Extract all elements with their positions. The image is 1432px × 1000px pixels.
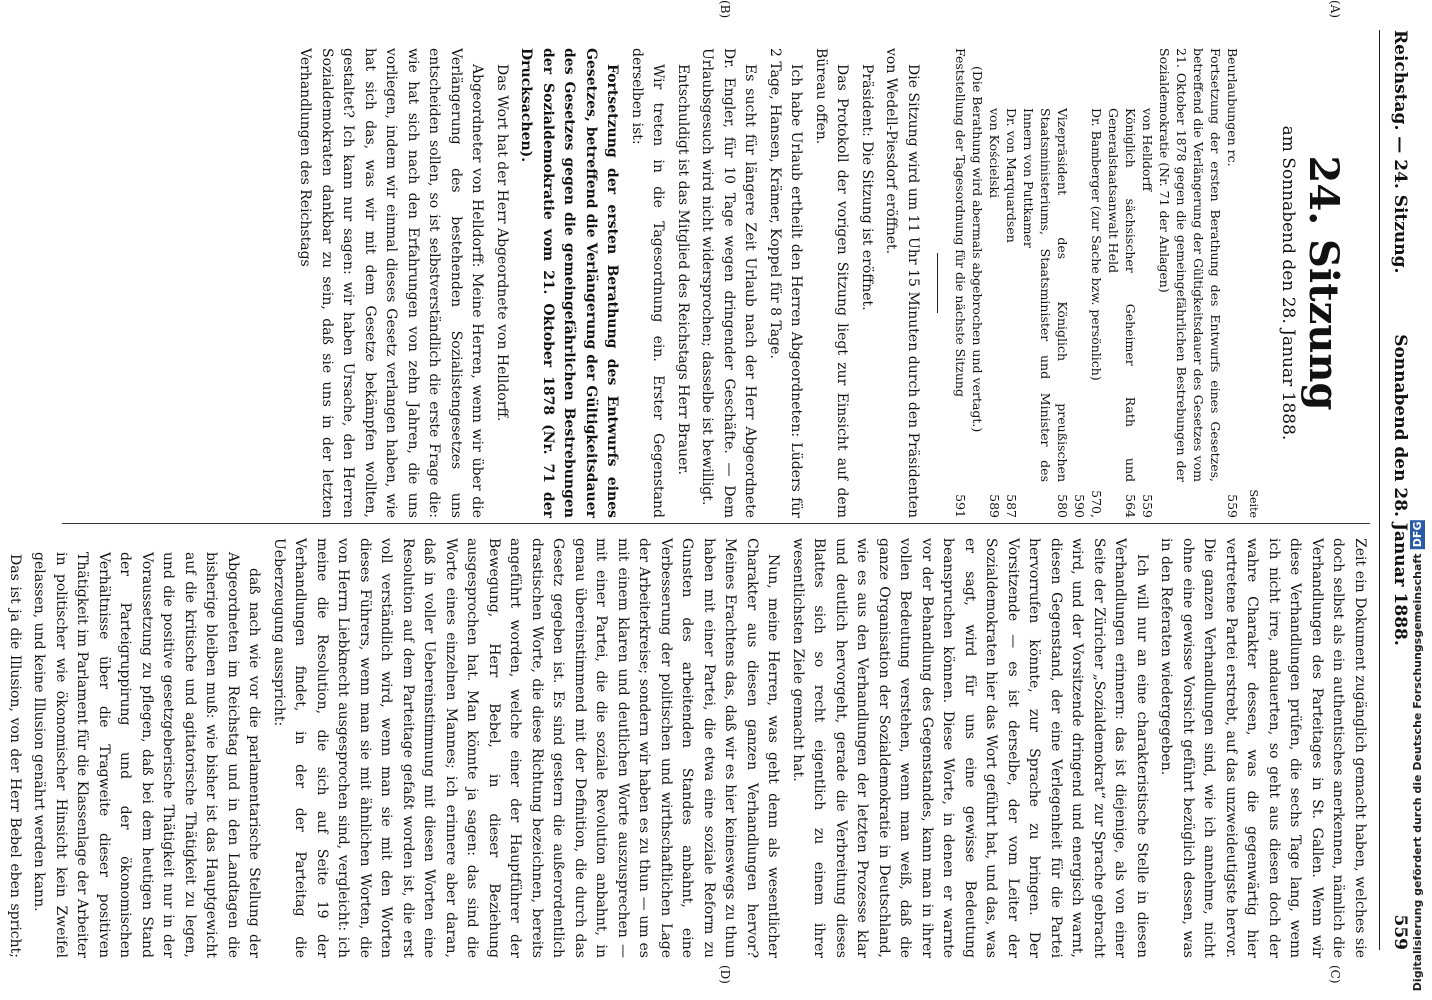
paragraph: Es sucht für längere Zeit Urlaub nach der Herr Abgeordnete Dr. Engler, für 10 Tage wegen dringender Geschäfte. — Dem Urlaubsgesuch wird nicht widersprochen; dasselbe ist bewilligt. xyxy=(699,48,759,518)
paragraph: Ich will nur an eine charakteristische Stelle in diesen Verhandlungen erinnern: das ist diejenige, als von einer Seite der Züricher „Sozialdemokrat“ zur Sprache gebracht wird, und der Vorsitzende dringend und energisch warnt, diesen Gegenstand, der eine Verlegenheit für die Partei hervorrufen könnte, zur Sprache zu bringen. Der Vorsitzende — es ist derselbe, der vom Leiter der Sozialdemokraten hier das Wort geführt hat, und das, was er sagt, wird für uns eine gewisse Bedeutung beanspruchen können. Diese Worte, in denen er warnte vor der Behandlung des Gegenstandes, kann man in ihrer vollen Bedeutung verstehen, wenn man weiß, daß die ganze Organisation der Sozialdemokratie in Deutschland, wie es aus den Verhandlungen der letzten Prozesse klar und deutlich hervorgeht, gerade die Verbreitung dieses Blattes sich so recht eigentlich zu einem ihrer wesentlichsten Ziele gemacht hat. xyxy=(790,538,1150,958)
toc-seite-label: Seite xyxy=(1247,489,1261,518)
paragraph: Entschuldigt ist das Mitglied des Reichstags Herr Brauer. xyxy=(675,64,691,475)
toc-row: Feststellung der Tagesordnung für die nächste Sitzung 591 xyxy=(953,48,968,518)
header-date: Sonnabend den 28. Januar 1888. xyxy=(1390,334,1410,646)
header-left: Reichstag. — 24. Sitzung. xyxy=(1390,30,1410,274)
toc-row: Königlich sächsischer Geheimer Rath und Generalstaatsanwalt Held 564 xyxy=(1106,108,1138,518)
dfg-notice-text: Digitalisierung gefördert durch die Deutsche Forschungsgemeinschaft xyxy=(1411,553,1424,992)
paragraph: Zeit ein Dokument zugänglich gemacht haben, welches sie doch selbst als ein authentisches anerkennen, nämlich die Verhandlungen des Parteitages in St. Gallen. Wenn wir diese Verhandlungen prüfen, die sechs Tage lang, wenn ich nicht irre, andauerten, so geht aus diesen doch der wahre Charakter dessen, was die gegenwärtig hier vertretene Partei erstrebt, auf das unzweideutigste hervor. Die ganzen Verhandlungen sind, wie ich annehme, nicht ohne eine gewisse Vorsicht geführt bezüglich dessen, was in den Referaten wiedergegeben. xyxy=(1158,538,1368,958)
toc-row: von Helldorff 559 xyxy=(1140,108,1155,518)
header-page-number: 559 xyxy=(1390,914,1410,950)
paragraph: Das ist ja die Illusion, von der Herr Bebel eben spricht; xyxy=(7,554,23,958)
paragraph: Ich habe Urlaub ertheilt den Herren Abgeordneten: Lüders für 2 Tage, Hansen, Krämer, Koppel für 8 Tage. xyxy=(767,48,805,518)
toc-row: Vizepräsident des Königlich preußischen Staatsministeriums, Staatsminister und Minister des Innern von Puttkamer 580 xyxy=(1021,108,1070,518)
paragraph: Das Wort hat der Herr Abgeordnete von Helldorff. xyxy=(494,64,510,422)
margin-letter-b: (B) xyxy=(718,0,732,19)
dfg-notice xyxy=(1411,520,1424,991)
page-header xyxy=(1379,30,1414,950)
session-subtitle: am Sonnabend den 28. Januar 1888. xyxy=(1278,125,1298,441)
paragraph: Die Sitzung wird um 11 Uhr 15 Minuten durch den Präsidenten von Wedell-Piesdorf eröffnet. xyxy=(883,48,921,518)
margin-letter-d: (D) xyxy=(718,965,732,984)
agenda-item: Fortsetzung der ersten Berathung des Entwurfs eines Gesetzes, betreffend die Verlängerung der Gültigkeitsdauer des Gesetzes gegen die gemeingefährlichen Bestrebungen der Sozialdemokratie vom 21. Oktober 1878 (Nr. 71 der Drucksachen). xyxy=(518,48,621,518)
toc-row: Dr. von Marquardsen 587 xyxy=(1004,108,1019,518)
paragraph: Nun, meine Herren, was geht denn als wesentlicher Charakter aus diesen ganzen Verhandlungen hervor? Meines Erachtens das, daß wir es hier keineswegs zu thun haben mit einer Partei, die etwa eine soziale Reform zu Gunsten des arbeitenden Standes anbahnt, eine Verbesserung der politischen und wirthschaftlichen Lage der Arbeiterkreise; sondern wir haben es zu thun — um es mit einem klaren und deutlichen Worte auszusprechen — mit einer Partei, die die soziale Revolution anbahnt, in genau übereinstimmend mit der Definition, die durch das Gesetz gegeben ist. Es sind gestern die außerordentlich drastischen Worte, die diese Richtung bezeichnen, bereits angeführt worden, welche einer der Hauptführer der Bewegung, Herr Bebel, in dieser Beziehung ausgesprochen hat. Man könnte ja sagen: das sind die Worte eines einzelnen Mannes; ich erinnere aber daran, daß in voller Uebereinstimmung mit diesen Worten eine Resolution auf dem Parteitage gefaßt worden ist, die erst voll verständlich wird, wenn man sie mit den Worten dieses Führers, wenn man sie mit ähnlichen Worten, die von Herrn Liebknecht ausgesprochen sind, vergleicht: ich meine die Resolution, die sich auf Seite 19 der Verhandlungen findet, in der der Parteitag die Ueberzeugung ausspricht: xyxy=(271,538,782,958)
paragraph: Das Protokoll der vorigen Sitzung liegt zur Einsicht auf dem Büreau offen. xyxy=(813,48,851,518)
right-column xyxy=(7,538,1370,958)
toc-row: Fortsetzung der ersten Berathung des Entwurfs eines Gesetzes, betreffend die Verlängerung der Gültigkeitsdauer des Gesetzes vom 21. Oktober 1878 gegen die gemeingefährlichen Bestrebungen der Sozialdemokratie (Nr. 71 der Anlagen) xyxy=(1157,48,1223,482)
left-column xyxy=(62,48,1370,518)
column-divider xyxy=(62,523,1370,524)
margin-letter-a: (A) xyxy=(1328,0,1342,19)
section-divider xyxy=(937,253,938,313)
paragraph: Wir treten in die Tagesordnung ein. Erster Gegenstand derselben ist: xyxy=(629,48,667,518)
table-of-contents xyxy=(952,48,1265,518)
session-title: 24. Sitzung xyxy=(1300,155,1347,411)
toc-row: Beurlaubungen rc. 559 xyxy=(1225,48,1240,518)
quoted-resolution: daß nach wie vor die parlamentarische Stellung der Abgeordneten im Reichstag und in den Landtagen die bisherige bleiben muß: wie bisher ist das Hauptgewicht auf die kritische und agitatorische Thätigkeit zu legen, und die positive gesetzgeberische Thätigkeit nur in der Voraussetzung zu pflegen, daß bei dem heutigen Stand der Parteigruppirung und der ökonomischen Verhältnisse über die Tragweite dieser positiven Thätigkeit im Parlament für die Klassenlage der Arbeiter in politischer wie ökonomischer Hinsicht kein Zweifel gelassen, und keine Illusion genährt werden kann. xyxy=(31,552,263,958)
toc-row: von Kościelski 589 xyxy=(987,108,1002,518)
toc-row: (Die Berathung wird abermals abgebrochen und vertagt.) xyxy=(970,66,985,433)
paragraph: Präsident: Die Sitzung ist eröffnet. xyxy=(859,64,875,311)
newspaper-page xyxy=(7,0,1432,990)
dfg-logo: DFG xyxy=(1411,522,1424,548)
toc-row: Dr. Bamberger (zur Sache bzw. persönlich) 570, 590 xyxy=(1072,108,1104,518)
paragraph: Abgeordneter von Helldorff: Meine Herren, wenn wir über die Verlängerung des bestehenden Sozialistengesetzes uns entscheiden sollen, so ist selbstverständlich die erste Frage die: wie hat sich nach den Erfahrungen von zehn Jahren, die uns vorliegen, indem wir einmal dieses Gesetz verlangen haben, wie hat sich das, was wir mit dem Gesetze bekämpfen wollten, gestaltet? Ich kann nur sagen: wir haben Ursache, den Herren Sozialdemokraten dankbar zu sein, daß sie uns in der letzten Verhandlungen des Reichstags xyxy=(297,48,486,518)
margin-letter-c: (C) xyxy=(1328,965,1342,984)
